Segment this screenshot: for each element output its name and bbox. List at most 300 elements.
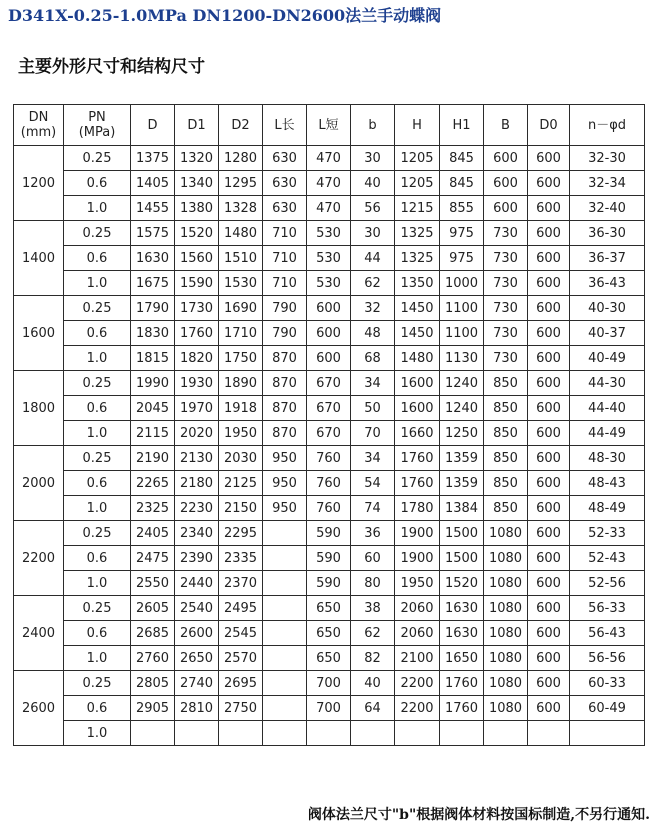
table-cell: 530 [307,271,351,296]
table-cell: 36-37 [570,246,645,271]
table-row [14,496,645,521]
table-cell: 1970 [175,396,219,421]
table-cell: 2495 [219,596,263,621]
table-cell: 1240 [440,396,484,421]
table-cell: 1815 [131,346,175,371]
table-row [14,571,645,596]
table-cell: 1450 [395,321,440,346]
table-cell: 44-30 [570,371,645,396]
table-cell: 62 [351,621,395,646]
table-cell: 730 [484,321,528,346]
table-cell: 530 [307,221,351,246]
table-cell: 36-43 [570,271,645,296]
table-cell: 730 [484,271,528,296]
table-cell: 760 [307,496,351,521]
table-cell: 1830 [131,321,175,346]
dn-cell: 2600 [14,671,64,746]
pn-cell: 0.25 [64,221,131,246]
column-header-label: b [368,117,377,133]
table-cell: 40-49 [570,346,645,371]
table-cell [307,721,351,746]
table-row [14,321,645,346]
table-cell: 1205 [395,146,440,171]
pn-cell: 1.0 [64,496,131,521]
pn-cell: 1.0 [64,571,131,596]
table-cell: 1900 [395,546,440,571]
table-cell: 600 [528,596,570,621]
table-cell: 1760 [440,696,484,721]
table-cell: 2605 [131,596,175,621]
table-cell: 600 [484,146,528,171]
table-cell: 2340 [175,521,219,546]
table-cell: 1080 [484,546,528,571]
table-row [14,396,645,421]
page-title: D341X-0.25-1.0MPa DN1200-DN2600法兰手动蝶阀 [8,6,442,25]
table-cell: 670 [307,371,351,396]
table-cell: 1215 [395,196,440,221]
table-cell: 1520 [175,221,219,246]
table-cell [219,721,263,746]
table-row [14,471,645,496]
table-cell [528,721,570,746]
table-cell: 1530 [219,271,263,296]
table-cell: 600 [528,171,570,196]
pn-cell: 1.0 [64,421,131,446]
table-cell: 40 [351,171,395,196]
table-cell: 70 [351,421,395,446]
dimension-table [13,104,645,746]
table-row [14,196,645,221]
table-cell: 790 [263,296,307,321]
pn-cell: 0.6 [64,471,131,496]
column-header-unit: (mm) [20,125,57,140]
table-body [14,146,645,746]
table-cell: 600 [528,446,570,471]
table-cell: 850 [484,421,528,446]
table-cell: 1950 [219,421,263,446]
table-cell: 600 [528,496,570,521]
table-cell: 1325 [395,246,440,271]
pn-cell: 0.25 [64,521,131,546]
table-cell: 950 [263,471,307,496]
table-cell: 1930 [175,371,219,396]
table-cell: 630 [263,146,307,171]
dn-cell: 2000 [14,446,64,521]
table-cell: 52-33 [570,521,645,546]
table-cell: 2200 [395,671,440,696]
table-cell: 590 [307,521,351,546]
table-cell: 2115 [131,421,175,446]
table-cell: 2190 [131,446,175,471]
table-cell: 1350 [395,271,440,296]
table-cell: 60 [351,546,395,571]
pn-cell: 0.6 [64,171,131,196]
table-cell: 600 [528,371,570,396]
table-cell: 600 [528,196,570,221]
table-cell: 730 [484,246,528,271]
column-header-lchang [263,105,307,146]
table-cell: 870 [263,346,307,371]
table-cell: 600 [528,521,570,546]
pn-cell: 1.0 [64,346,131,371]
table-cell: 760 [307,446,351,471]
table-cell: 36 [351,521,395,546]
table-cell: 50 [351,396,395,421]
table-cell: 2295 [219,521,263,546]
column-header-b [351,105,395,146]
table-cell: 1575 [131,221,175,246]
table-cell: 48 [351,321,395,346]
table-cell: 600 [307,321,351,346]
pn-cell: 0.6 [64,396,131,421]
table-cell: 470 [307,171,351,196]
column-header-h [395,105,440,146]
table-cell: 710 [263,221,307,246]
table-cell: 32 [351,296,395,321]
table-cell: 950 [263,496,307,521]
table-cell: 975 [440,246,484,271]
pn-cell: 0.25 [64,671,131,696]
table-cell: 1325 [395,221,440,246]
table-cell: 590 [307,546,351,571]
table-cell: 600 [528,146,570,171]
table-cell: 56-56 [570,646,645,671]
column-header-dn [14,105,64,146]
table-cell: 32-34 [570,171,645,196]
table-cell: 1560 [175,246,219,271]
table-cell: 1320 [175,146,219,171]
table-cell: 1520 [440,571,484,596]
table-cell: 34 [351,446,395,471]
column-header-unit: (MPa) [78,125,116,140]
table-cell: 2805 [131,671,175,696]
table-cell: 38 [351,596,395,621]
table-cell: 1384 [440,496,484,521]
table-cell: 730 [484,221,528,246]
column-header-label: D [147,117,158,133]
table-cell [263,671,307,696]
table-cell: 74 [351,496,395,521]
table-cell: 850 [484,471,528,496]
table-cell: 600 [528,221,570,246]
column-header-label: L长 [274,117,295,133]
table-cell: 2390 [175,546,219,571]
table-cell: 845 [440,146,484,171]
table-cell: 870 [263,421,307,446]
column-header-d1 [175,105,219,146]
pn-cell: 0.6 [64,621,131,646]
table-cell: 2600 [175,621,219,646]
table-row [14,671,645,696]
table-cell: 44 [351,246,395,271]
table-cell: 650 [307,646,351,671]
column-header-label: D1 [187,117,206,133]
column-header-label: L短 [318,117,339,133]
table-cell: 710 [263,246,307,271]
table-cell [263,596,307,621]
table-cell: 1760 [395,471,440,496]
table-cell: 2230 [175,496,219,521]
table-cell [263,646,307,671]
table-cell: 1100 [440,321,484,346]
table-row [14,596,645,621]
table-cell: 1590 [175,271,219,296]
column-header-label: D0 [539,117,558,133]
table-cell: 1450 [395,296,440,321]
table-cell: 44-40 [570,396,645,421]
column-header-h1 [440,105,484,146]
table-cell: 870 [263,371,307,396]
table-cell: 1760 [395,446,440,471]
dimension-table-container [13,104,645,746]
table-row [14,146,645,171]
table-cell: 850 [484,496,528,521]
table-cell: 30 [351,221,395,246]
table-cell: 60-33 [570,671,645,696]
table-cell: 1750 [219,346,263,371]
table-cell: 1405 [131,171,175,196]
table-cell: 1710 [219,321,263,346]
table-cell: 1205 [395,171,440,196]
pn-cell: 1.0 [64,721,131,746]
table-cell: 1890 [219,371,263,396]
column-header-d2 [219,105,263,146]
table-cell: 600 [528,346,570,371]
table-cell: 790 [263,321,307,346]
pn-cell: 0.25 [64,596,131,621]
dn-cell: 1800 [14,371,64,446]
table-cell: 600 [528,296,570,321]
table-cell: 1760 [175,321,219,346]
table-cell: 600 [528,571,570,596]
table-cell: 1250 [440,421,484,446]
column-header-label: n－φd [587,117,627,133]
column-header-d [131,105,175,146]
table-row [14,696,645,721]
table-row [14,171,645,196]
table-cell: 730 [484,296,528,321]
table-cell: 1760 [440,671,484,696]
table-cell: 2150 [219,496,263,521]
table-cell: 40-37 [570,321,645,346]
column-header-d0 [528,105,570,146]
table-row [14,346,645,371]
pn-cell: 0.25 [64,296,131,321]
table-cell: 850 [484,371,528,396]
table-cell: 1790 [131,296,175,321]
table-cell: 2760 [131,646,175,671]
table-cell: 530 [307,246,351,271]
table-cell: 2905 [131,696,175,721]
table-cell: 1990 [131,371,175,396]
table-cell: 1080 [484,671,528,696]
column-header-nphid [570,105,645,146]
table-cell: 2200 [395,696,440,721]
table-cell: 1690 [219,296,263,321]
table-cell: 1455 [131,196,175,221]
table-cell: 1240 [440,371,484,396]
table-cell: 700 [307,696,351,721]
table-cell: 2020 [175,421,219,446]
table-cell [440,721,484,746]
table-cell: 630 [263,171,307,196]
table-cell: 630 [263,196,307,221]
dn-cell: 1200 [14,146,64,221]
table-cell: 48-30 [570,446,645,471]
table-cell: 975 [440,221,484,246]
table-cell: 2695 [219,671,263,696]
table-cell: 700 [307,671,351,696]
table-cell: 2125 [219,471,263,496]
table-cell: 1080 [484,696,528,721]
table-cell: 2370 [219,571,263,596]
table-cell: 1359 [440,471,484,496]
table-row [14,446,645,471]
table-cell: 1480 [395,346,440,371]
table-cell: 56 [351,196,395,221]
pn-cell: 1.0 [64,646,131,671]
table-cell: 34 [351,371,395,396]
table-cell: 2750 [219,696,263,721]
table-cell: 64 [351,696,395,721]
table-cell: 600 [528,546,570,571]
table-cell: 1820 [175,346,219,371]
table-cell: 1080 [484,621,528,646]
table-row [14,271,645,296]
footer-note: 阀体法兰尺寸"b"根据阀体材料按国标制造,不另行通知. [307,807,650,823]
table-cell: 1660 [395,421,440,446]
table-cell: 1510 [219,246,263,271]
table-cell: 2030 [219,446,263,471]
table-cell [263,721,307,746]
table-cell: 590 [307,571,351,596]
table-cell: 2570 [219,646,263,671]
table-cell: 870 [263,396,307,421]
column-header-label: D2 [231,117,250,133]
table-cell [484,721,528,746]
table-cell: 2440 [175,571,219,596]
table-cell: 950 [263,446,307,471]
table-cell: 2180 [175,471,219,496]
table-cell: 2650 [175,646,219,671]
table-cell [263,546,307,571]
table-row [14,371,645,396]
table-cell: 1630 [131,246,175,271]
pn-cell: 1.0 [64,196,131,221]
pn-cell: 0.6 [64,696,131,721]
pn-cell: 0.6 [64,546,131,571]
table-cell: 1500 [440,521,484,546]
table-cell: 54 [351,471,395,496]
table-cell: 48-49 [570,496,645,521]
table-cell: 1380 [175,196,219,221]
table-cell: 30 [351,146,395,171]
table-cell: 600 [528,421,570,446]
table-cell: 2545 [219,621,263,646]
table-row [14,721,645,746]
column-header-lduan [307,105,351,146]
table-cell: 2045 [131,396,175,421]
table-cell: 600 [307,346,351,371]
table-cell: 60-49 [570,696,645,721]
table-cell: 845 [440,171,484,196]
table-cell: 32-30 [570,146,645,171]
table-cell [263,521,307,546]
table-header-row [14,105,645,146]
pn-cell: 0.6 [64,246,131,271]
table-cell: 1900 [395,521,440,546]
table-cell: 52-43 [570,546,645,571]
table-cell [263,571,307,596]
table-cell: 600 [484,196,528,221]
table-cell: 48-43 [570,471,645,496]
dn-cell: 2200 [14,521,64,596]
column-header-label: H [412,117,422,133]
table-cell: 1359 [440,446,484,471]
table-cell: 670 [307,421,351,446]
table-row [14,621,645,646]
table-row [14,546,645,571]
table-cell: 2740 [175,671,219,696]
table-cell [395,721,440,746]
table-cell: 2405 [131,521,175,546]
table-cell: 470 [307,196,351,221]
table-cell: 2335 [219,546,263,571]
section-title: 主要外形尺寸和结构尺寸 [18,57,205,77]
table-cell [131,721,175,746]
table-cell: 1780 [395,496,440,521]
table-cell: 600 [528,621,570,646]
table-cell: 600 [484,171,528,196]
table-cell: 670 [307,396,351,421]
table-cell: 1730 [175,296,219,321]
table-cell: 850 [484,446,528,471]
table-row [14,521,645,546]
table-cell: 2325 [131,496,175,521]
pn-cell: 0.25 [64,146,131,171]
table-cell: 2060 [395,596,440,621]
table-cell: 600 [528,471,570,496]
table-cell: 600 [528,321,570,346]
table-cell: 1080 [484,571,528,596]
table-cell: 470 [307,146,351,171]
table-cell: 1600 [395,371,440,396]
table-cell: 68 [351,346,395,371]
table-cell: 2550 [131,571,175,596]
table-cell: 36-30 [570,221,645,246]
table-cell: 62 [351,271,395,296]
table-cell: 56-33 [570,596,645,621]
table-cell: 1918 [219,396,263,421]
table-cell: 1630 [440,621,484,646]
table-row [14,246,645,271]
table-cell: 600 [307,296,351,321]
table-cell: 730 [484,346,528,371]
table-cell: 1080 [484,596,528,621]
table-cell: 1480 [219,221,263,246]
table-cell: 1675 [131,271,175,296]
dn-cell: 1600 [14,296,64,371]
table-cell: 44-49 [570,421,645,446]
table-cell: 1280 [219,146,263,171]
table-cell: 850 [484,396,528,421]
column-header-label: DN [28,110,49,125]
table-cell: 1375 [131,146,175,171]
table-cell: 710 [263,271,307,296]
table-cell [263,621,307,646]
table-cell: 40-30 [570,296,645,321]
table-cell: 2060 [395,621,440,646]
